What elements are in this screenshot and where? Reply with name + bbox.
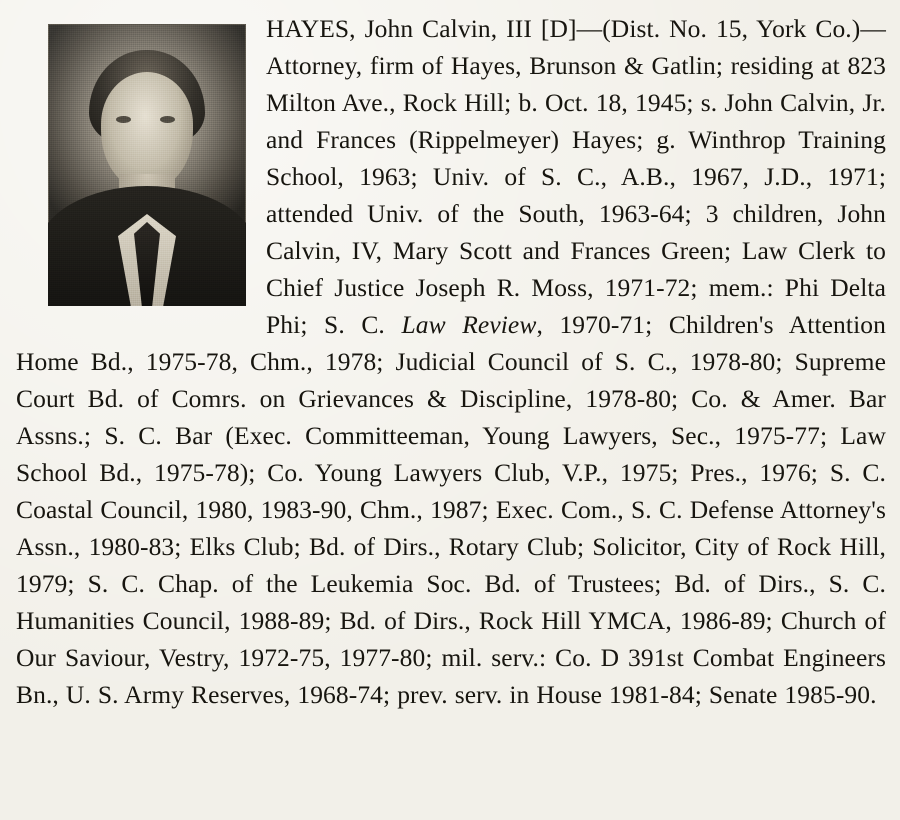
portrait-eye-left [116,116,131,123]
entry-italic-title: Law Review [401,310,537,339]
portrait-eye-right [160,116,175,123]
portrait-photo [48,24,246,306]
portrait-face [101,72,193,188]
entry-body-part-1: —(Dist. No. 15, York Co.)—Attorney, firm of Hayes, Brunson & Gatlin; residing at 823 Milton Ave., Rock Hill; b. Oct. 18, 1945; s. John Calvin, Jr. and Frances (Rippelmeyer) Hayes; g. Winthrop Training School, 1963; Univ. of S. C., A.B., 1967, J.D., 1971; attended Univ. of the South, 1963-64; 3 children, John Calvin, IV, Mary Scott and Frances Green; Law Clerk to Chief Justice Joseph R. Moss, 1971-72; mem.: Phi Delta Phi; S. C. [266,14,886,339]
entry-name: HAYES, John Calvin, III [D] [266,14,577,43]
entry-body-part-2: , 1970-71; Children's Attention Home Bd., 1975-78, Chm., 1978; Judicial Council of S. C., 1978-80; Supreme Court Bd. of Comrs. on Grievances & Discipline, 1978-80; Co. & Amer. Bar Assns.; S. C. Bar (Exec. Committeeman, Young Lawyers, Sec., 1975-77; Law School Bd., 1975-78); Co. Young Lawyers Club, V.P., 1975; Pres., 1976; S. C. Coastal Council, 1980, 1983-90, Chm., 1987; Exec. Com., S. C. Defense Attorney's Assn., 1980-83; Elks Club; Bd. of Dirs., Rotary Club; Solicitor, City of Rock Hill, 1979; S. C. Chap. of the Leukemia Soc. Bd. of Trustees; Bd. of Dirs., S. C. Humanities Council, 1988-89; Bd. of Dirs., Rock Hill YMCA, 1986-89; Church of Our Saviour, Vestry, 1972-75, 1977-80; mil. serv.: Co. D 391st Combat Engineers Bn., U. S. Army Reserves, 1968-74; prev. serv. in House 1981-84; Senate 1985-90. [16,310,886,709]
